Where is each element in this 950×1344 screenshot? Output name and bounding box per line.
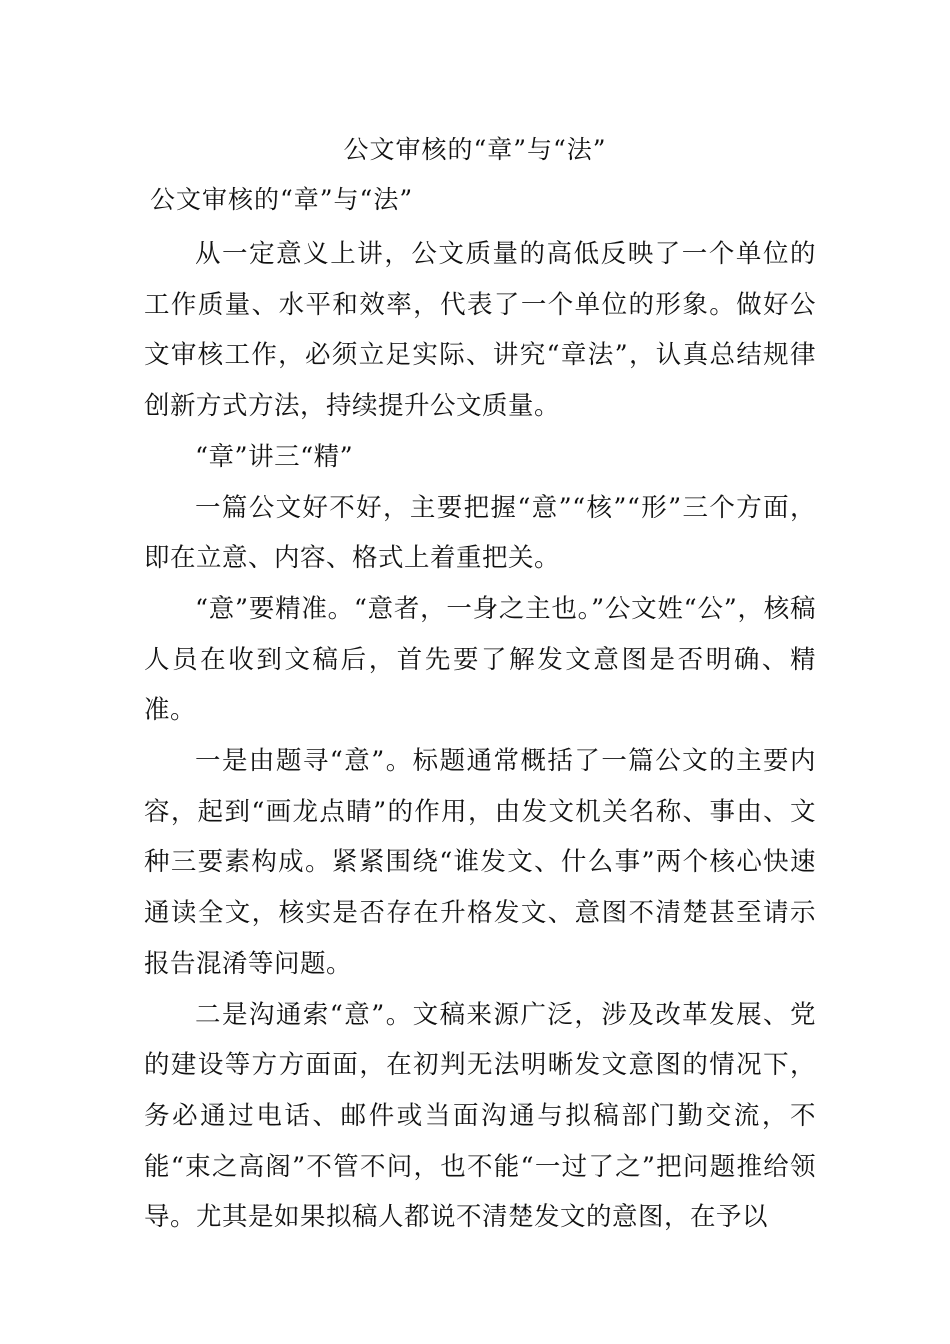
paragraph-point-one: 一是由题寻“意”。标题通常概括了一篇公文的主要内容，起到“画龙点睛”的作用，由发文机关名称、事由、文种三要素构成。紧紧围绕“谁发文、什么事”两个核心快速通读全文，核实是否存在升格发文、意图不清楚甚至请示报告混淆等问题。 <box>144 746 816 979</box>
paragraph-point-two: 二是沟通索“意”。文稿来源广泛，涉及改革发展、党的建设等方方面面，在初判无法明晰发文意图的情况下，务必通过电话、邮件或当面沟通与拟稿部门勤交流，不能“束之高阁”不管不问，也不能“一过了之”把问题推给领导。尤其是如果拟稿人都说不清楚发文的意图，在予以 <box>144 999 816 1233</box>
paragraph-intro: 从一定意义上讲，公文质量的高低反映了一个单位的工作质量、水平和效率，代表了一个单位的形象。做好公文审核工作，必须立足实际、讲究“章法”，认真总结规律创新方式方法，持续提升公文质量。 <box>144 239 816 422</box>
document-title: 公文审核的“章”与“法” <box>343 135 607 164</box>
document-subtitle: 公文审核的“章”与“法” <box>150 185 414 214</box>
section-heading-zhang: “章”讲三“精” <box>195 441 354 472</box>
document-body <box>144 229 816 1243</box>
paragraph-yi-precise: “意”要精准。“意者，一身之主也。”公文姓“公”，核稿人员在收到文稿后，首先要了解发文意图是否明确、精准。 <box>144 593 816 726</box>
paragraph-overview: 一篇公文好不好，主要把握“意”“核”“形”三个方面，即在立意、内容、格式上着重把关。 <box>144 492 816 574</box>
